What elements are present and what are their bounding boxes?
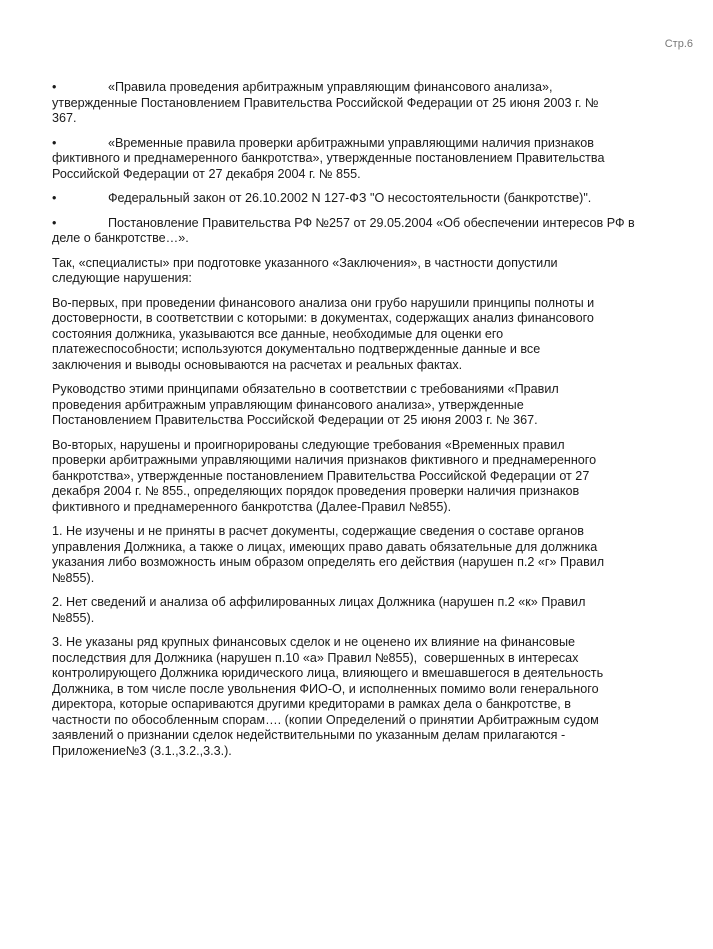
list-item-federal-law: • Федеральный закон от 26.10.2002 N 127-ФЗ "О несостоятельности (банкротстве)". bbox=[52, 191, 592, 205]
numbered-item-1: 1. Не изучены и не приняты в расчет документы, содержащие сведения о составе органов управления Должника, а также о лицах, имеющих право давать обязательные для должника указания либо возможность иным образом определять его действия (нарушен п.2 «г» Правил №855). bbox=[52, 524, 605, 585]
paragraph-first-violation: Во-первых, при проведении финансового анализа они грубо нарушили принципы полноты и достоверности, в соответствии с которыми: в документах, содержащих анализ финансового состояния должника, указываются все данные, необходимые для оценки его платежеспособности; используются документально подтвержденные данные и все заключения и выводы основываются на расчетах и реальных фактах. bbox=[52, 295, 595, 372]
numbered-item-2: 2. Нет сведений и анализа об аффилированных лицах Должника (нарушен п.2 «к» Правил №855). bbox=[52, 595, 586, 625]
list-item-rules-financial-analysis: • «Правила проведения арбитражным управляющим финансового анализа», утвержденные Постановлением Правительства Российской Федерации от 25 июня 2003 г. № 367. bbox=[52, 80, 599, 125]
paragraph-principles-guidance: Руководство этими принципами обязательно в соответствии с требованиями «Правил проведения арбитражным управляющим финансового анализа», утвержденные Постановлением Правительства Российской Федерации от 25 июня 2003 г. № 367. bbox=[52, 382, 559, 427]
numbered-item-3: 3. Не указаны ряд крупных финансовых сделок и не оценено их влияние на финансовые последствия для Должника (нарушен п.10 «а» Правил №855), совершенных в интересах контролирующего Должника юридического лица, влияющего и вмешавшегося в деятельность Должника, в том числе после увольнения ФИО-О, и исполненных помимо воли генерального директора, которые оспариваются другими кредиторами в рамках дела о банкротстве, в частности по обособленным спорам…. (копии Определений о принятии Арбитражным судом заявлений о признании сделок недействительными по указанным делам прилагаются - Приложение№3 (3.1.,3.2.,3.3.). bbox=[52, 635, 604, 758]
document-body bbox=[52, 80, 682, 768]
list-item-government-decree: • Постановление Правительства РФ №257 от 29.05.2004 «Об обеспечении интересов РФ в деле о банкротстве…». bbox=[52, 215, 635, 245]
page-number: Стр.6 bbox=[664, 38, 693, 50]
list-item-temporary-rules: • «Временные правила проверки арбитражными управляющими наличия признаков фиктивного и преднамеренного банкротства», утвержденные постановлением Правительства Российской Федерации от 27 декабря 2004 г. № 855. bbox=[52, 135, 605, 181]
paragraph-second-violation: Во-вторых, нарушены и проигнорированы следующие требования «Временных правил проверки арбитражными управляющими наличия признаков фиктивного и преднамеренного банкротства», утвержденные постановлением Правительства Российской Федерации от 27 декабря 2004 г. № 855., определяющих порядок проведения проверки наличия признаков фиктивного и преднамеренного банкротства (Далее-Правил №855). bbox=[52, 437, 597, 514]
paragraph-violations-intro: Так, «специалисты» при подготовке указанного «Заключения», в частности допустили следующие нарушения: bbox=[52, 255, 558, 285]
